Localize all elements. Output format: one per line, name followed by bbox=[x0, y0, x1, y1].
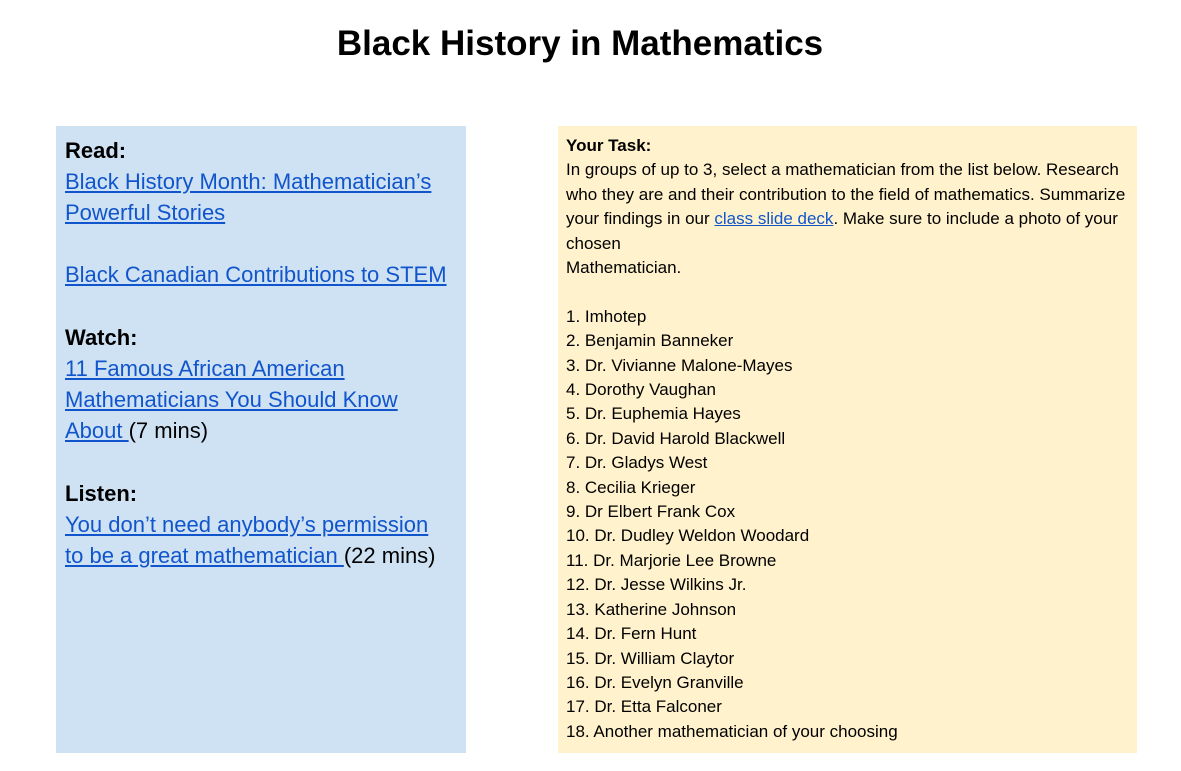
list-item: 4. Dorothy Vaughan bbox=[566, 380, 716, 400]
mathematician-list bbox=[566, 305, 1137, 744]
spacer bbox=[566, 280, 1137, 304]
list-item: 15. Dr. William Claytor bbox=[566, 648, 735, 668]
read-link-canadian-stem[interactable]: Black Canadian Contributions to STEM bbox=[65, 262, 447, 287]
read-heading: Read: bbox=[65, 138, 127, 163]
listen-duration: (22 mins) bbox=[343, 543, 436, 568]
read-link-1-line-2: Powerful Stories bbox=[65, 200, 226, 225]
watch-heading: Watch: bbox=[65, 325, 138, 350]
list-item: 1. Imhotep bbox=[566, 306, 647, 326]
list-item: 5. Dr. Euphemia Hayes bbox=[566, 404, 741, 424]
watch-item bbox=[65, 353, 466, 446]
spacer bbox=[65, 446, 466, 477]
list-item: 17. Dr. Etta Falconer bbox=[566, 697, 722, 717]
list-item: 10. Dr. Dudley Weldon Woodard bbox=[566, 526, 810, 546]
listen-heading: Listen: bbox=[65, 481, 138, 506]
list-item: 7. Dr. Gladys West bbox=[566, 453, 708, 473]
task-heading: Your Task: bbox=[566, 136, 652, 155]
page-title: Black History in Mathematics bbox=[336, 24, 824, 63]
list-item: 13. Katherine Johnson bbox=[566, 599, 737, 619]
list-item: 11. Dr. Marjorie Lee Browne bbox=[566, 550, 777, 570]
list-item: 16. Dr. Evelyn Granville bbox=[566, 672, 744, 692]
list-item: 3. Dr. Vivianne Malone-Mayes bbox=[566, 355, 793, 375]
class-slide-deck-link[interactable]: class slide deck bbox=[714, 209, 834, 229]
read-link-1-line-1: Black History Month: Mathematician’s bbox=[65, 169, 432, 194]
listen-link-line-2: to be a great mathematician bbox=[65, 543, 344, 568]
listen-item bbox=[65, 509, 466, 571]
watch-link-famous-mathematicians[interactable] bbox=[65, 356, 398, 443]
watch-link-line-1: 11 Famous African American bbox=[65, 356, 345, 381]
spacer bbox=[65, 228, 466, 259]
watch-link-line-2: Mathematicians You Should Know bbox=[65, 387, 398, 412]
list-item: 8. Cecilia Krieger bbox=[566, 477, 696, 497]
resources-panel bbox=[56, 126, 466, 753]
list-item: 18. Another mathematician of your choosing bbox=[566, 721, 898, 741]
read-link-mathematicians-stories[interactable] bbox=[65, 166, 465, 228]
listen-link-line-1: You don’t need anybody’s permission bbox=[65, 512, 429, 537]
task-text-after-link: . Make sure to include a photo of your chosen bbox=[566, 209, 1118, 253]
watch-link-line-3: About bbox=[65, 418, 129, 443]
list-item: 2. Benjamin Banneker bbox=[566, 331, 734, 351]
task-text-last-line: Mathematician. bbox=[566, 258, 682, 278]
list-item: 14. Dr. Fern Hunt bbox=[566, 624, 697, 644]
watch-duration: (7 mins) bbox=[128, 418, 209, 443]
list-item: 9. Dr Elbert Frank Cox bbox=[566, 502, 736, 522]
task-panel bbox=[558, 126, 1137, 753]
list-item: 6. Dr. David Harold Blackwell bbox=[566, 428, 786, 448]
spacer bbox=[65, 290, 466, 321]
task-text-before-link: In groups of up to 3, select a mathematician from the list below. Research who they are and their contribution to the field of mathematics. Summarize your findings in our bbox=[566, 160, 1126, 229]
list-item: 12. Dr. Jesse Wilkins Jr. bbox=[566, 575, 747, 595]
task-instructions bbox=[566, 158, 1126, 280]
